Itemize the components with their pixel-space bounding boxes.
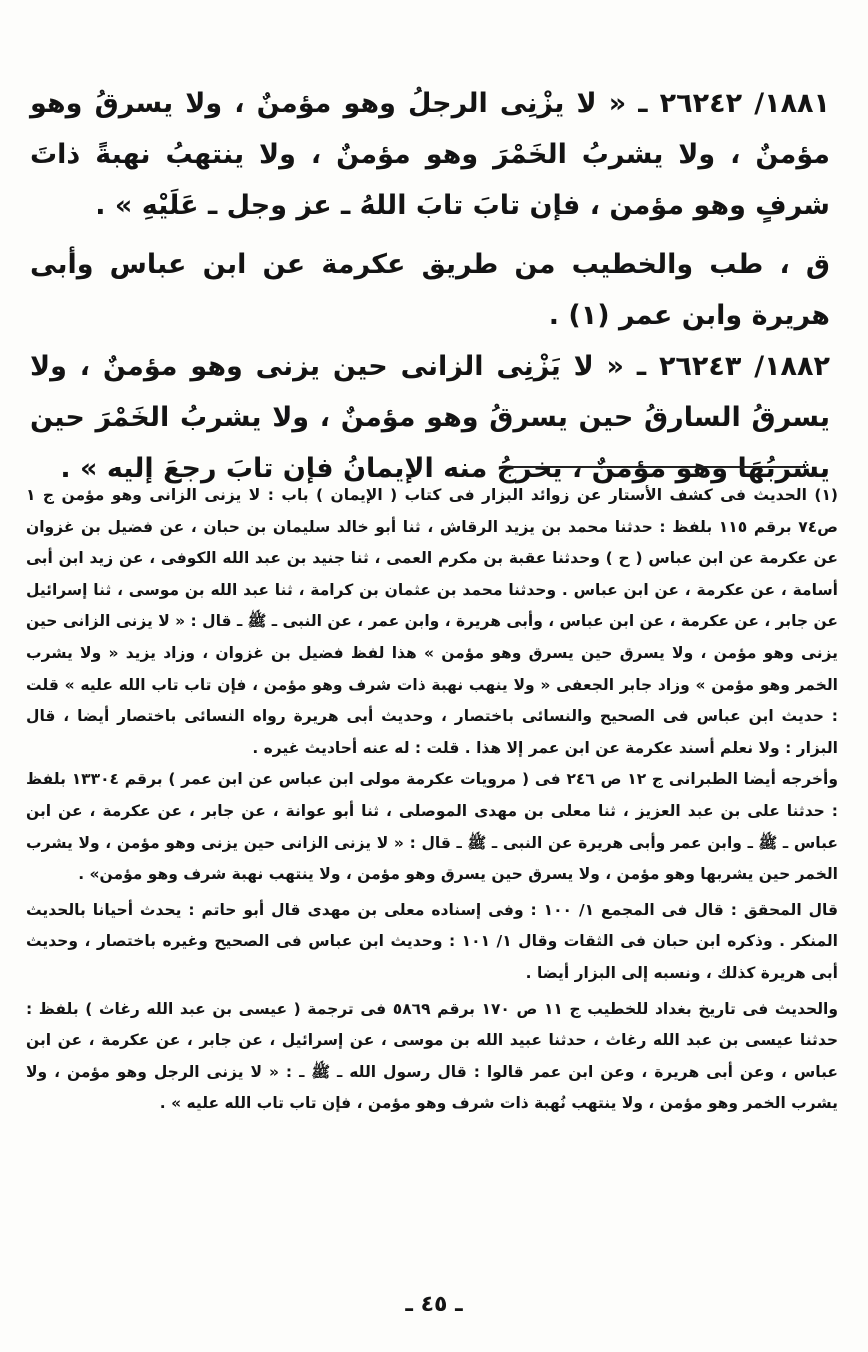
page-number: ـ ٤٥ ـ xyxy=(405,1292,463,1317)
footnote-paragraph: (١) الحديث فى كشف الأستار عن زوائد البزار فى كتاب ( الإيمان ) باب : لا يزنى الزانى وهو مؤمن ج ١ ص٧٤ برقم ١١٥ بلفظ : حدثنا محمد بن يزيد الرقاش ، ثنا أبو خالد سليمان بن حبان ، عن فضيل بن غزوان عن عكرمة عن ابن عباس ( ح ) وحدثنا عقبة بن مكرم العمى ، ثنا جنيد بن عبد الله الكوفى ، عن زيد ابن أبى أسامة ، عن عكرمة ، عن ابن عباس . وحدثنا محمد بن عثمان بن كرامة ، ثنا عبد الله بن موسى ، ثنا إسرائيل عن جابر ، عن عكرمة ، عن ابن عباس ، وأبى هريرة ، وابن عمر ، عن النبى ـ ﷺ ـ قال : « لا يزنى الزانى حين يزنى وهو مؤمن ، ولا يسرق حين يسرق وهو مؤمن » هذا لفظ فضيل بن غزوان ، وزاد يزيد « ولا يشرب الخمر وهو مؤمن » وزاد جابر الجعفى « ولا ينهب نهبة ذات شرف وهو مؤمن ، فإن تاب تاب الله عليه » قلت : حديث ابن عباس فى الصحيح والنسائى باختصار ، وحديث أبى هريرة رواه النسائى باختصار أيضا ، قال البزار : ولا نعلم أسند عكرمة عن ابن عمر إلا هذا . قلت : له عنه أحاديث غيره . xyxy=(26,486,839,757)
footnotes xyxy=(26,480,838,1120)
hadith-1881-source: ق ، طب والخطيب من طريق عكرمة عن ابن عباس وأبى هريرة وابن عمر (١) . xyxy=(30,249,830,331)
footnote-paragraph: قال المحقق : قال فى المجمع ١/ ١٠٠ : وفى إسناده معلى بن مهدى قال أبو حاتم : يحدث أحيانا بالحديث المنكر . وذكره ابن حبان فى الثقات وقال ١/ ١٠١ : وحديث ابن عباس فى الصحيح وغيره باختصار ، وحديث أبى هريرة كذلك ، ونسبه إلى البزار أيضا . xyxy=(26,900,838,982)
footnote-paragraph: والحديث فى تاريخ بغداد للخطيب ج ١١ ص ١٧٠ برقم ٥٨٦٩ فى ترجمة ( عيسى بن عبد الله رغاث ) بلفظ : حدثنا عيسى بن عبد الله رغاث ، حدثنا عبيد الله بن موسى ، عن إسرائيل ، عن جابر ، عن عكرمة ، عن ابن عباس ، وعن أبى هريرة ، وعن ابن عمر قالوا : قال رسول الله ـ ﷺ ـ : « لا يزنى الرجل وهو مؤمن ، ولا يشرب الخمر وهو مؤمن ، ولا ينتهب نُهبة ذات شرف وهو مؤمن ، فإن تاب تاب الله عليه » . xyxy=(26,999,838,1113)
footnote-divider xyxy=(510,466,806,468)
hadith-1882: ١٨٨٢/ ٢٦٢٤٣ ـ « لا يَزْنِى الزانى حين يزنى وهو مؤمنٌ ، ولا يسرقُ السارقُ حين يسرقُ وهو مؤمنٌ ، ولا يشربُ الخَمْرَ حين يشربُهَا وهو مؤمنٌ ، يخرجُ منه الإيمانُ فإن تابَ رجعَ إليه » . xyxy=(30,351,830,484)
main-text xyxy=(30,78,830,502)
hadith-1881: ١٨٨١/ ٢٦٢٤٢ ـ « لا يزْنِى الرجلُ وهو مؤمنٌ ، ولا يسرقُ وهو مؤمنٌ ، ولا يشربُ الخَمْرَ وهو مؤمنٌ ، ولا ينتهبُ نهبةً ذاتَ شرفٍ وهو مؤمن ، فإن تابَ تابَ اللهُ ـ عز وجل ـ عَلَيْهِ » . xyxy=(30,88,831,221)
footnote-paragraph: وأخرجه أيضا الطبرانى ج ١٢ ص ٢٤٦ فى ( مرويات عكرمة مولى ابن عباس عن ابن عمر ) برقم ١٣٣٠٤ بلفظ : حدثنا على بن عبد العزيز ، ثنا معلى بن مهدى الموصلى ، ثنا أبو عوانة ، عن جابر ، عن عكرمة ، عن ابن عباس ـ ﷺ ـ وابن عمر وأبى هريرة عن النبى ـ ﷺ ـ قال : « لا يزنى الزانى حين يزنى وهو مؤمن ، ولا يشرب الخمر حين يشربها وهو مؤمن ، ولا يسرق حين يسرق وهو مؤمن ، ولا ينتهب نهبة شرف وهو مؤمن» . xyxy=(26,770,838,884)
